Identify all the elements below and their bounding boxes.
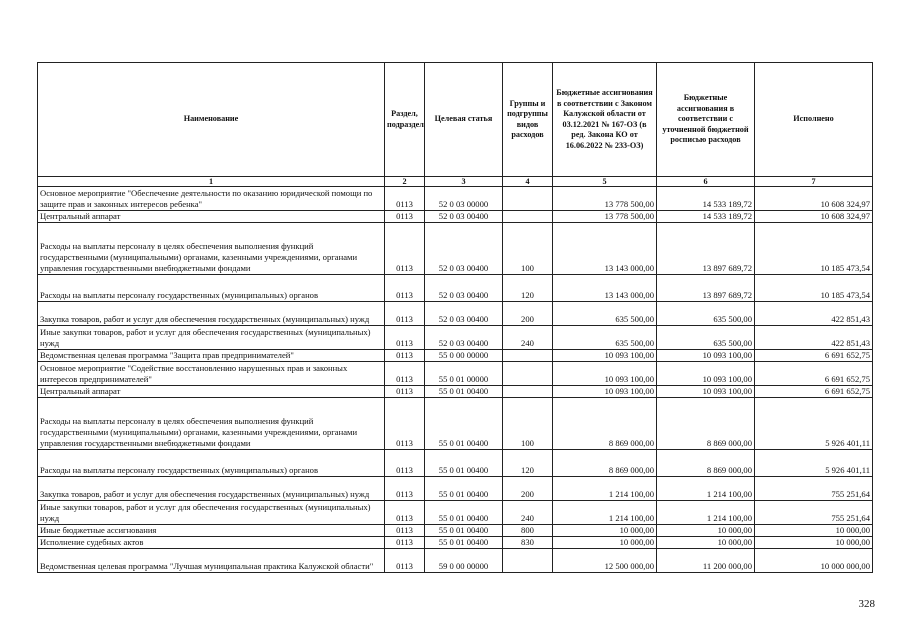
- row-name: Центральный аппарат: [38, 211, 385, 223]
- row-name: Исполнение судебных актов: [38, 537, 385, 549]
- row-expense-group: 100: [503, 223, 553, 275]
- row-section: 0113: [385, 326, 425, 350]
- row-expense-group: 200: [503, 302, 553, 326]
- row-section: 0113: [385, 350, 425, 362]
- budget-report-sheet: [37, 62, 872, 573]
- row-target-article: 55 0 01 00000: [425, 362, 503, 386]
- row-refined-allocation: 13 897 689,72: [657, 275, 755, 302]
- row-law-allocation: 8 869 000,00: [553, 450, 657, 477]
- column-header-executed: Исполнено: [755, 63, 873, 177]
- row-name: Расходы на выплаты персоналу в целях обеспечения выполнения функций государственными (муниципальными) органами, казенными учреждениями, органами управления государственными внебюджетными фондами: [38, 398, 385, 450]
- column-number: 7: [755, 177, 873, 187]
- row-name: Иные бюджетные ассигнования: [38, 525, 385, 537]
- row-law-allocation: 10 093 100,00: [553, 362, 657, 386]
- row-name: Основное мероприятие "Содействие восстановлению нарушенных прав и законных интересов предпринимателей": [38, 362, 385, 386]
- row-executed: 10 000,00: [755, 537, 873, 549]
- column-header-refined-allocation: Бюджетные ассигнования в соответствии с уточненной бюджетной росписью расходов: [657, 63, 755, 177]
- row-refined-allocation: 8 869 000,00: [657, 450, 755, 477]
- table-row: [38, 350, 873, 362]
- column-number: 3: [425, 177, 503, 187]
- row-executed: 6 691 652,75: [755, 362, 873, 386]
- column-header-target-article: Целевая статья: [425, 63, 503, 177]
- row-executed: 6 691 652,75: [755, 386, 873, 398]
- row-section: 0113: [385, 549, 425, 573]
- table-row: [38, 477, 873, 501]
- row-refined-allocation: 10 093 100,00: [657, 350, 755, 362]
- column-number: 2: [385, 177, 425, 187]
- row-executed: 10 185 473,54: [755, 223, 873, 275]
- budget-execution-table: [37, 62, 873, 573]
- row-law-allocation: 12 500 000,00: [553, 549, 657, 573]
- row-target-article: 52 0 03 00400: [425, 326, 503, 350]
- row-law-allocation: 1 214 100,00: [553, 477, 657, 501]
- row-name: Иные закупки товаров, работ и услуг для обеспечения государственных (муниципальных) нужд: [38, 326, 385, 350]
- row-expense-group: 120: [503, 275, 553, 302]
- row-name: Центральный аппарат: [38, 386, 385, 398]
- row-section: 0113: [385, 501, 425, 525]
- table-row: [38, 537, 873, 549]
- row-section: 0113: [385, 398, 425, 450]
- row-target-article: 52 0 03 00400: [425, 302, 503, 326]
- row-section: 0113: [385, 223, 425, 275]
- row-law-allocation: 10 000,00: [553, 537, 657, 549]
- row-expense-group: [503, 549, 553, 573]
- row-target-article: 52 0 03 00400: [425, 275, 503, 302]
- column-number: 5: [553, 177, 657, 187]
- row-law-allocation: 10 093 100,00: [553, 350, 657, 362]
- row-refined-allocation: 14 533 189,72: [657, 187, 755, 211]
- table-row: [38, 187, 873, 211]
- row-name: Расходы на выплаты персоналу государственных (муниципальных) органов: [38, 450, 385, 477]
- row-name: Расходы на выплаты персоналу государственных (муниципальных) органов: [38, 275, 385, 302]
- table-row: [38, 302, 873, 326]
- row-refined-allocation: 11 200 000,00: [657, 549, 755, 573]
- row-refined-allocation: 13 897 689,72: [657, 223, 755, 275]
- row-executed: 10 608 324,97: [755, 211, 873, 223]
- row-expense-group: 200: [503, 477, 553, 501]
- row-executed: 422 851,43: [755, 326, 873, 350]
- row-section: 0113: [385, 450, 425, 477]
- table-row: [38, 525, 873, 537]
- row-section: 0113: [385, 187, 425, 211]
- row-law-allocation: 635 500,00: [553, 302, 657, 326]
- row-refined-allocation: 10 000,00: [657, 537, 755, 549]
- row-expense-group: 100: [503, 398, 553, 450]
- table-row: [38, 211, 873, 223]
- row-executed: 10 185 473,54: [755, 275, 873, 302]
- row-law-allocation: 10 093 100,00: [553, 386, 657, 398]
- row-section: 0113: [385, 362, 425, 386]
- row-expense-group: 240: [503, 501, 553, 525]
- row-expense-group: [503, 350, 553, 362]
- row-expense-group: 830: [503, 537, 553, 549]
- row-section: 0113: [385, 211, 425, 223]
- row-target-article: 52 0 03 00400: [425, 223, 503, 275]
- row-refined-allocation: 635 500,00: [657, 302, 755, 326]
- row-refined-allocation: 10 000,00: [657, 525, 755, 537]
- row-law-allocation: 10 000,00: [553, 525, 657, 537]
- row-expense-group: 240: [503, 326, 553, 350]
- row-section: 0113: [385, 537, 425, 549]
- row-name: Ведомственная целевая программа "Лучшая муниципальная практика Калужской области": [38, 549, 385, 573]
- row-law-allocation: 8 869 000,00: [553, 398, 657, 450]
- row-refined-allocation: 1 214 100,00: [657, 477, 755, 501]
- row-expense-group: 120: [503, 450, 553, 477]
- row-target-article: 55 0 01 00400: [425, 525, 503, 537]
- row-refined-allocation: 10 093 100,00: [657, 362, 755, 386]
- table-row: [38, 362, 873, 386]
- row-law-allocation: 13 778 500,00: [553, 187, 657, 211]
- row-refined-allocation: 635 500,00: [657, 326, 755, 350]
- row-law-allocation: 13 143 000,00: [553, 275, 657, 302]
- column-header-section: Раздел, подраздел: [385, 63, 425, 177]
- row-expense-group: [503, 386, 553, 398]
- column-number-row: [38, 177, 873, 187]
- row-executed: 6 691 652,75: [755, 350, 873, 362]
- row-expense-group: [503, 211, 553, 223]
- row-law-allocation: 1 214 100,00: [553, 501, 657, 525]
- table-row: [38, 398, 873, 450]
- column-header-name: Наименование: [38, 63, 385, 177]
- table-row: [38, 326, 873, 350]
- table-row: [38, 275, 873, 302]
- row-executed: 10 000 000,00: [755, 549, 873, 573]
- row-section: 0113: [385, 386, 425, 398]
- row-name: Закупка товаров, работ и услуг для обеспечения государственных (муниципальных) нужд: [38, 302, 385, 326]
- table-row: [38, 223, 873, 275]
- row-name: Закупка товаров, работ и услуг для обеспечения государственных (муниципальных) нужд: [38, 477, 385, 501]
- row-section: 0113: [385, 302, 425, 326]
- row-executed: 10 608 324,97: [755, 187, 873, 211]
- table-header-row: [38, 63, 873, 177]
- row-expense-group: 800: [503, 525, 553, 537]
- row-name: Ведомственная целевая программа "Защита прав предпринимателей": [38, 350, 385, 362]
- row-executed: 422 851,43: [755, 302, 873, 326]
- row-refined-allocation: 14 533 189,72: [657, 211, 755, 223]
- row-executed: 755 251,64: [755, 501, 873, 525]
- column-header-law-allocation: Бюджетные ассигнования в соответствии с Законом Калужской области от 03.12.2021 № 167-ОЗ (в ред. Закона КО от 16.06.2022 № 233-ОЗ): [553, 63, 657, 177]
- row-name: Расходы на выплаты персоналу в целях обеспечения выполнения функций государственными (муниципальными) органами, казенными учреждениями, органами управления государственными внебюджетными фондами: [38, 223, 385, 275]
- row-section: 0113: [385, 275, 425, 302]
- table-row: [38, 386, 873, 398]
- row-target-article: 52 0 03 00400: [425, 211, 503, 223]
- row-section: 0113: [385, 477, 425, 501]
- row-refined-allocation: 10 093 100,00: [657, 386, 755, 398]
- row-target-article: 52 0 03 00000: [425, 187, 503, 211]
- column-header-expense-group: Группы и подгруппы видов расходов: [503, 63, 553, 177]
- row-executed: 5 926 401,11: [755, 398, 873, 450]
- row-expense-group: [503, 187, 553, 211]
- row-law-allocation: 13 143 000,00: [553, 223, 657, 275]
- column-number: 4: [503, 177, 553, 187]
- row-section: 0113: [385, 525, 425, 537]
- row-executed: 5 926 401,11: [755, 450, 873, 477]
- row-target-article: 55 0 01 00400: [425, 450, 503, 477]
- table-body: [38, 187, 873, 573]
- row-target-article: 55 0 01 00400: [425, 477, 503, 501]
- row-refined-allocation: 1 214 100,00: [657, 501, 755, 525]
- row-name: Иные закупки товаров, работ и услуг для обеспечения государственных (муниципальных) нужд: [38, 501, 385, 525]
- column-number: 6: [657, 177, 755, 187]
- table-row: [38, 501, 873, 525]
- row-target-article: 59 0 00 00000: [425, 549, 503, 573]
- row-executed: 10 000,00: [755, 525, 873, 537]
- row-law-allocation: 13 778 500,00: [553, 211, 657, 223]
- table-row: [38, 549, 873, 573]
- column-number: 1: [38, 177, 385, 187]
- row-target-article: 55 0 01 00400: [425, 501, 503, 525]
- row-refined-allocation: 8 869 000,00: [657, 398, 755, 450]
- row-target-article: 55 0 01 00400: [425, 537, 503, 549]
- row-expense-group: [503, 362, 553, 386]
- row-target-article: 55 0 01 00400: [425, 398, 503, 450]
- page-number: 328: [858, 598, 875, 610]
- table-row: [38, 450, 873, 477]
- row-executed: 755 251,64: [755, 477, 873, 501]
- row-name: Основное мероприятие "Обеспечение деятельности по оказанию юридической помощи по защите прав и законных интересов ребенка": [38, 187, 385, 211]
- row-target-article: 55 0 01 00400: [425, 386, 503, 398]
- row-law-allocation: 635 500,00: [553, 326, 657, 350]
- row-target-article: 55 0 00 00000: [425, 350, 503, 362]
